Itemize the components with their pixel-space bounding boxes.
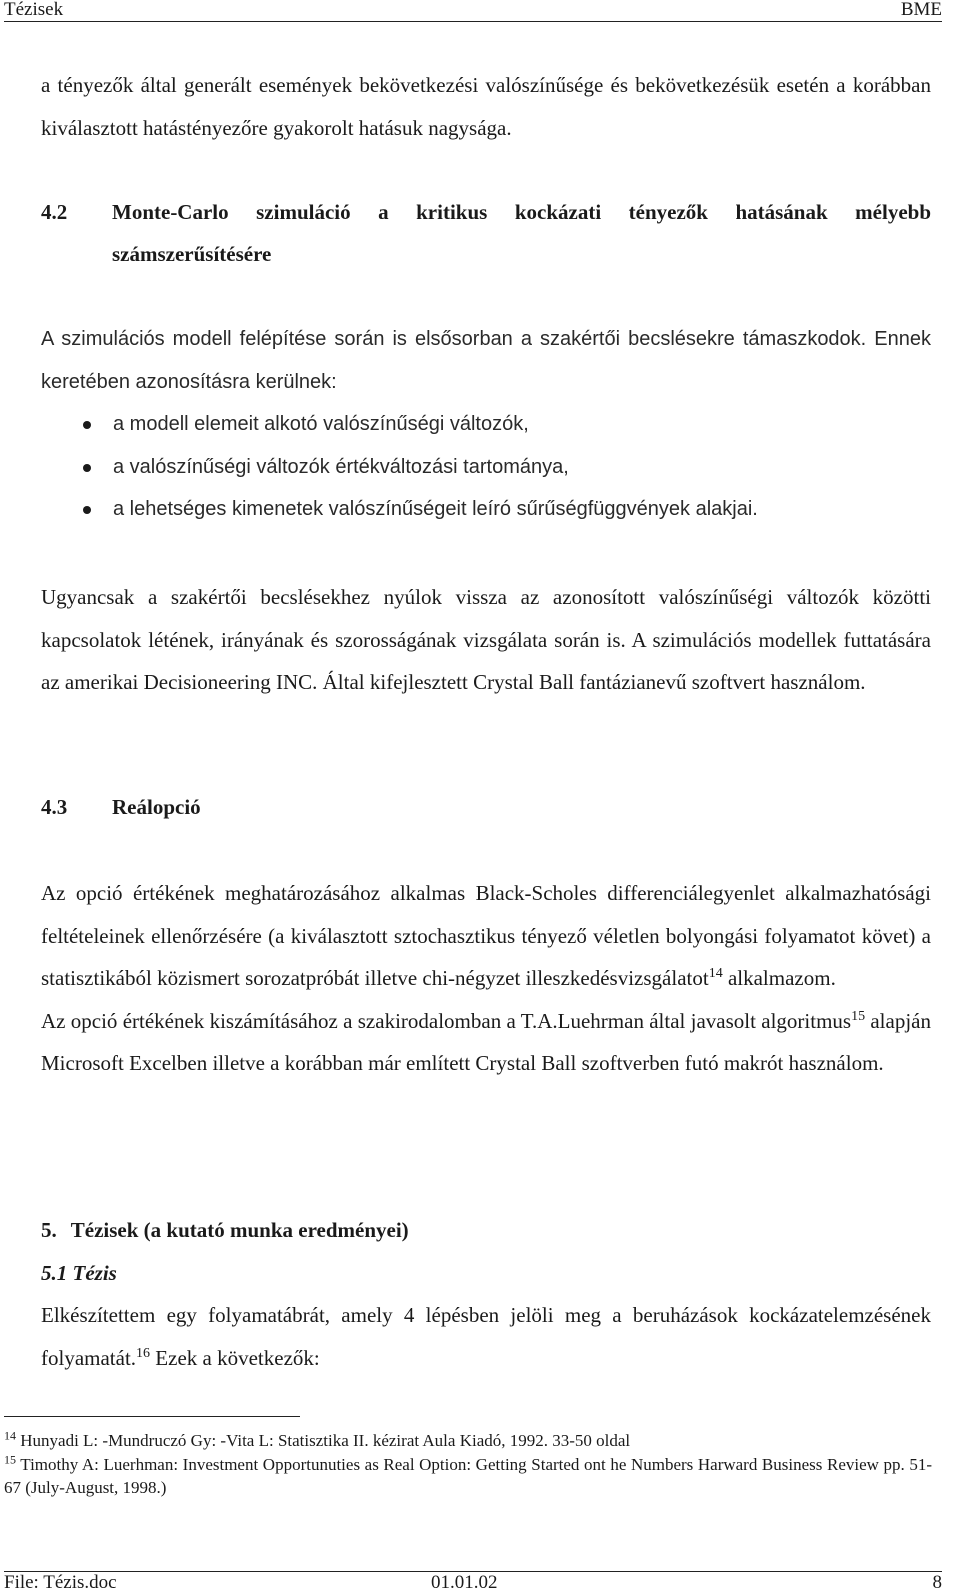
section-4-3-body [41,872,931,1085]
section-4-2-paragraph-2 [41,576,931,704]
list-item: a valószínűségi változók értékváltozási tartománya, [41,446,931,489]
bullet-icon [83,506,91,514]
intro-block [41,64,931,149]
footnote-separator [4,1416,300,1417]
section-number: 4.3 [41,795,68,819]
footnote: $^{14}$ Hunyadi L: -Mundruczó Gy: -Vita L: Statisztika II. kézirat Aula Kiadó, 1992. 33-50 oldal [4,1428,631,1450]
paragraph: Ugyancsak a szakértői becslésekhez nyúlok vissza az azonosított valószínűségi változók közötti kapcsolatok létének, irányának és szorosságának vizsgálata során is. A szimulációs modellek futtatására az amerikai Decisioneering INC. Által kifejlesztett Crystal Ball fantázianevű szoftvert használom. [41,585,931,694]
section-4-3-heading [41,786,931,828]
footer-file-name: File: Tézis.doc [4,1572,117,1593]
section-title: Reálopció [112,795,201,819]
bullet-icon [83,421,91,429]
footnote-ref: 15 [851,1008,866,1024]
paragraph: A szimulációs modell felépítése során is elsősorban a szakértői becslésekre támaszkodok. Ennek keretében azonosításra kerülnek: [41,328,931,393]
section-title: Monte-Carlo szimuláció a kritikus kockázati tényezők hatásának mélyebb számszerűsítésére [112,200,931,266]
bullet-list [41,403,931,531]
section-5-body [41,1252,931,1379]
section-number: 5. [41,1218,57,1242]
header-right-title: BME [900,0,942,20]
footnote: $^{15}$ Timothy A: Luerhman: Investment Opportunuties as Real Option: Getting Started ont he Numbers Harward Business Review pp. 51-67 (July-August, 1998.) [4,1451,932,1497]
paragraph: Elkészítettem egy folyamatábrát, amely 4 lépésben jelöli meg a beruházások kockázatelemzésének folyamatát.$^{16}$ Ezek a következők: [41,1303,931,1370]
page-number: 8 [932,1572,942,1593]
paragraph: Az opció értékének kiszámításához a szakirodalomban a T.A.Luehrman által javasolt algoritmus$^{15}$ alapján Microsoft Excelben illetve a korábban már említett Crystal Ball szoftverben futó makrót használom. [41,1008,931,1075]
intro-paragraph: a tényezők által generált események bekövetkezési valószínűsége és bekövetkezésük esetén a korábban kiválasztott hatástényezőre gyakorolt hatásuk nagysága. [41,73,931,140]
header-left-title: Tézisek [4,0,64,20]
list-item: a lehetséges kimenetek valószínűségeit leíró sűrűségfüggvények alakjai. [41,488,931,531]
footnote-ref: 14 [708,966,723,981]
page-header [4,0,942,22]
subsection-title: 5.1 Tézis [41,1261,117,1285]
footnote-ref: 16 [136,1345,151,1361]
section-4-2-heading [41,191,931,275]
section-number: 4.2 [41,200,68,224]
footnotes [4,1429,932,1500]
section-5-heading [41,1209,931,1251]
list-item: a modell elemeit alkotó valószínűségi változók, [41,403,931,446]
bullet-icon [83,464,91,472]
paragraph: Az opció értékének meghatározásához alkalmas Black-Scholes differenciálegyenlet alkalmazhatósági feltételeinek ellenőrzésére (a kiválasztott sztochasztikus tényező véletlen bolyongási folyamatot követ) a statisztikából közismert sorozatpróbát illetve chi-négyzet illeszkedésvizsgálatot$^{14}$ alkalmazom. [41,881,931,990]
page-footer [4,1571,942,1594]
section-4-2-body [41,318,931,531]
footer-date: 01.01.02 [431,1572,498,1593]
section-title: Tézisek (a kutató munka eredményei) [70,1218,409,1242]
